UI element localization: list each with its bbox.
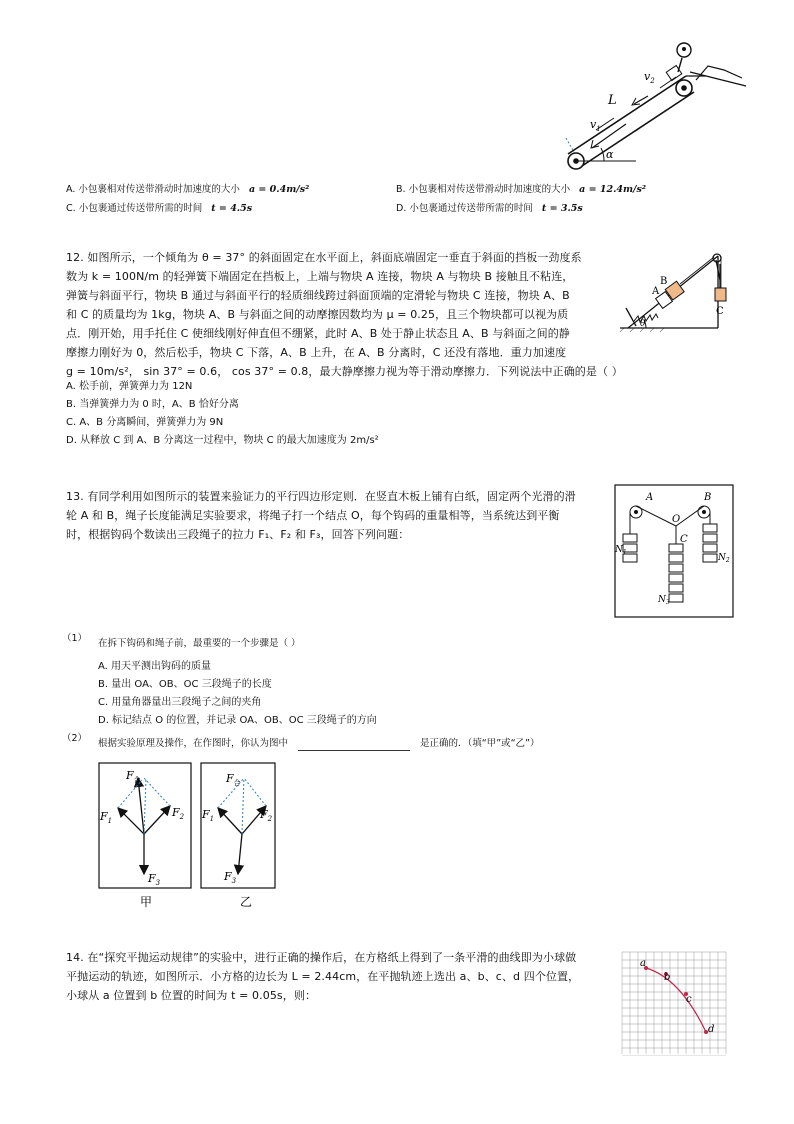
q12-option-a[interactable]: A. 松手前，弹簧弹力为 12N <box>66 381 193 392</box>
q13-sub1-option-c[interactable]: C. 用量角器量出三段绳子之间的夹角 <box>98 697 262 708</box>
q11-option-d[interactable]: D. 小包裹通过传送带所需的时间 t = 3.5s <box>396 203 583 214</box>
f2-label: $F_2$ <box>260 808 273 823</box>
q13-sub2-stem: 根据实验原理及操作，在作图时，你认为图中 是正确的．（填“甲”或“乙”） <box>98 738 540 749</box>
q11-option-a[interactable]: A. 小包裹相对传送带滑动时加速度的大小 a = 0.4m/s² <box>66 184 310 195</box>
q14-line: 小球从 a 位置到 b 位置的时间为 t = 0.05s，则： <box>66 989 317 1002</box>
f-he-label: $F_合$ <box>226 772 241 787</box>
q12-option-c[interactable]: C. A、B 分离瞬间，弹簧弹力为 9N <box>66 417 224 428</box>
q14-stem <box>66 948 611 1005</box>
conveyor-belt-figure <box>556 36 756 172</box>
point-d-label: d <box>708 1024 715 1035</box>
q12-line: 弹簧与斜面平行，物块 B 通过与斜面平行的轻质细线跨过斜面顶端的定滑轮与物块 C 连接，物块 A、B <box>66 289 570 302</box>
q13-line: 时，根据钩码个数读出三段绳子的拉力 F₁、F₂ 和 F₃，回答下列问题： <box>66 528 410 541</box>
f2-label: $F_2$ <box>172 806 185 821</box>
q13-line: 轮 A 和 B，绳子长度能满足实验要求，将绳子打一个结点 O，每个钩码的重量相等，当系统达到平衡 <box>66 509 560 522</box>
point-c-label: C <box>680 534 688 545</box>
q12-options <box>66 378 379 450</box>
force-diagram-yi <box>200 762 296 912</box>
q12-option-d[interactable]: D. 从释放 C 到 A、B 分离这一过程中，物块 C 的最大加速度为 2m/s² <box>66 435 379 446</box>
n1-label: $N_1$ <box>615 545 627 556</box>
v1-label: $v_1$ <box>590 118 601 133</box>
q13-sub1-option-b[interactable]: B. 量出 OA、OB、OC 三段绳子的长度 <box>98 679 272 690</box>
projectile-grid-figure <box>620 950 728 1056</box>
q13-sub1-number: （1） <box>62 633 88 644</box>
q13-sub1-stem: 在拆下钩码和绳子前，最重要的一个步骤是（ ） <box>98 638 301 649</box>
q12-stem <box>66 248 623 381</box>
block-a-label: A <box>652 286 660 297</box>
q14-line: 平抛运动的轨迹，如图所示．小方格的边长为 L = 2.44cm，在平抛轨迹上选出 a、b、c、d 四个位置， <box>66 970 580 983</box>
f1-label: $F_1$ <box>100 810 113 825</box>
diagram-jia-caption: 甲 <box>140 895 153 909</box>
v2-label: $v_2$ <box>644 70 655 85</box>
f3-label: $F_3$ <box>148 872 161 887</box>
point-b-label: b <box>664 972 671 983</box>
block-b-label: B <box>660 276 668 287</box>
q11-option-b[interactable]: B. 小包裹相对传送带滑动时加速度的大小 a = 12.4m/s² <box>396 184 647 195</box>
f3-label: $F_3$ <box>224 870 237 885</box>
q12-line: 摩擦力刚好为 0，然后松手，物块 C 下落，A、B 上升，在 A、B 分离时，C 还没有落地．重力加速度 <box>66 346 567 359</box>
q13-stem <box>66 487 611 544</box>
q12-option-b[interactable]: B. 当弹簧弹力为 0 时，A、B 恰好分离 <box>66 399 239 410</box>
q13-sub1-option-a[interactable]: A. 用天平测出钩码的质量 <box>98 661 212 672</box>
q14-line: 14. 在“探究平抛运动规律”的实验中，进行正确的操作后，在方格纸上得到了一条平滑的曲线即为小球做 <box>66 951 577 964</box>
pulley-a-label: A <box>646 492 654 503</box>
q12-line: 12. 如图所示，一个倾角为 θ = 37° 的斜面固定在水平面上，斜面底端固定一垂直于斜面的挡板一劲度系 <box>66 251 582 264</box>
q13-line: 13. 有同学利用如图所示的装置来验证力的平行四边形定则．在竖直木板上铺有白纸，固定两个光滑的滑 <box>66 490 576 503</box>
alpha-label: α <box>606 148 614 161</box>
f1-label: $F_1$ <box>202 808 215 823</box>
theta-label: θ <box>640 319 646 329</box>
q12-line: 数为 k = 100N/m 的轻弹簧下端固定在挡板上，上端与物块 A 连接，物块 A 与物块 B 接触且不粘连， <box>66 270 574 283</box>
q12-line: g = 10m/s²， sin 37° = 0.6， cos 37° = 0.8，最大静摩擦力视为等于滑动摩擦力．下列说法中正确的是（ ） <box>66 365 623 378</box>
force-diagram-jia <box>98 762 194 912</box>
knot-o-label: O <box>672 514 681 525</box>
point-a-label: a <box>640 958 646 969</box>
pulley-b-label: B <box>704 492 712 503</box>
answer-blank[interactable] <box>298 738 410 751</box>
point-c-label: c <box>686 994 692 1005</box>
q11-option-c[interactable]: C. 小包裹通过传送带所需的时间 t = 4.5s <box>66 203 253 214</box>
belt-length-label: L <box>608 93 617 108</box>
q12-line: 点．刚开始，用手托住 C 使细线刚好伸直但不绷紧，此时 A、B 处于静止状态且 A、B 与斜面之间的静 <box>66 327 570 340</box>
pulley-weights-figure <box>614 484 734 618</box>
block-c-label: C <box>716 306 724 317</box>
n3-label: $N_3$ <box>658 595 670 606</box>
f-he-label: $F_合$ <box>126 769 141 784</box>
n2-label: $N_2$ <box>718 553 730 564</box>
incline-spring-figure <box>618 246 733 332</box>
q12-line: 和 C 的质量均为 1kg，物块 A、B 与斜面之间的动摩擦因数均为 μ = 0.25，且三个物块都可以视为质 <box>66 308 569 321</box>
q13-sub1-option-d[interactable]: D. 标记结点 O 的位置，并记录 OA、OB、OC 三段绳子的方向 <box>98 715 377 726</box>
q13-sub1-options <box>98 658 377 730</box>
q13-sub2-number: （2） <box>62 733 88 744</box>
diagram-yi-caption: 乙 <box>240 895 253 909</box>
